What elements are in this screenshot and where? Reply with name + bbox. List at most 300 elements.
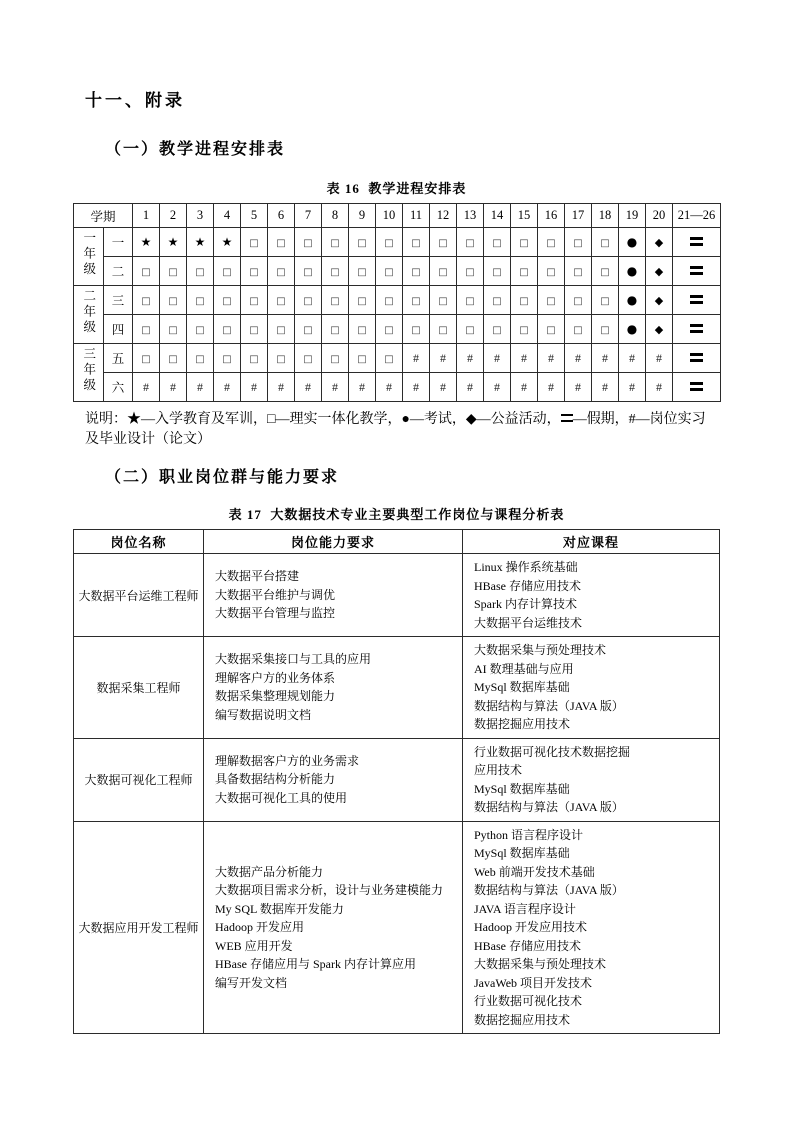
job-table-column-header: 岗位名称 <box>74 530 204 554</box>
schedule-cell <box>214 257 241 286</box>
ability-item: 具备数据结构分析能力 <box>215 772 336 787</box>
schedule-cell <box>430 315 457 344</box>
square-icon: □ <box>519 237 529 249</box>
week-column-header: 18 <box>592 204 619 228</box>
schedule-cell <box>430 344 457 373</box>
hash-icon: # <box>440 379 447 394</box>
schedule-cell <box>133 315 160 344</box>
holiday-bars-icon <box>690 353 703 362</box>
subsection1-title: （一）教学进程安排表 <box>105 141 286 158</box>
schedule-cell <box>295 286 322 315</box>
term-label-cell: 一 <box>104 228 133 257</box>
schedule-cell <box>538 257 565 286</box>
schedule-cell <box>403 257 430 286</box>
course-item: Web 前端开发技术基础 <box>474 864 595 879</box>
square-icon: □ <box>222 353 232 365</box>
schedule-cell <box>187 344 214 373</box>
square-icon: □ <box>303 237 313 249</box>
job-table-row <box>74 554 720 637</box>
schedule-cell <box>403 286 430 315</box>
square-icon: □ <box>141 353 151 365</box>
schedule-cell <box>295 257 322 286</box>
hash-icon: # <box>494 379 501 394</box>
star-icon: ★ <box>194 234 206 249</box>
square-icon: □ <box>357 295 367 307</box>
square-icon: □ <box>195 353 205 365</box>
square-icon: □ <box>276 353 286 365</box>
ability-item: 大数据平台管理与监控 <box>215 606 336 621</box>
schedule-cell <box>322 257 349 286</box>
square-icon: □ <box>141 266 151 278</box>
schedule-cell <box>592 373 619 402</box>
schedule-cell <box>187 257 214 286</box>
square-icon: □ <box>465 324 475 336</box>
schedule-cell <box>430 373 457 402</box>
square-icon: □ <box>465 266 475 278</box>
schedule-cell <box>403 344 430 373</box>
hash-icon: # <box>629 350 636 365</box>
schedule-cell <box>268 228 295 257</box>
schedule-cell <box>457 315 484 344</box>
position-name-cell: 数据采集工程师 <box>74 637 204 739</box>
hash-icon: # <box>359 379 366 394</box>
schedule-cell <box>322 344 349 373</box>
schedule-cell <box>295 373 322 402</box>
square-icon: □ <box>600 266 610 278</box>
schedule-cell <box>403 373 430 402</box>
schedule-cell <box>538 315 565 344</box>
week-column-header: 6 <box>268 204 295 228</box>
schedule-cell <box>403 228 430 257</box>
schedule-cell <box>511 286 538 315</box>
schedule-row <box>74 286 721 315</box>
week-column-header: 2 <box>160 204 187 228</box>
schedule-cell <box>538 228 565 257</box>
ability-item: HBase 存储应用与 Spark 内存计算应用 <box>215 957 416 971</box>
schedule-cell <box>376 315 403 344</box>
table17-caption: 表 17 大数据技术专业主要典型工作岗位与课程分析表 <box>228 507 565 522</box>
schedule-cell <box>295 344 322 373</box>
square-icon: □ <box>249 295 259 307</box>
schedule-cell <box>673 228 721 257</box>
course-cell <box>463 554 720 637</box>
week-column-header: 5 <box>241 204 268 228</box>
square-icon: □ <box>600 295 610 307</box>
hash-icon: # <box>143 379 150 394</box>
schedule-cell <box>133 257 160 286</box>
hash-icon: # <box>602 350 609 365</box>
schedule-cell <box>376 228 403 257</box>
schedule-cell <box>457 286 484 315</box>
schedule-cell <box>349 373 376 402</box>
schedule-cell <box>457 344 484 373</box>
week-column-header: 9 <box>349 204 376 228</box>
grade-label-cell <box>74 286 104 344</box>
week-column-header: 19 <box>619 204 646 228</box>
square-icon: □ <box>303 324 313 336</box>
schedule-cell <box>376 373 403 402</box>
square-icon: □ <box>195 324 205 336</box>
grade-label: 一年级 <box>81 231 96 278</box>
square-icon: □ <box>168 353 178 365</box>
holiday-bars-icon <box>690 295 703 304</box>
square-icon: □ <box>573 295 583 307</box>
course-item: 数据挖掘应用技术 <box>474 1012 571 1027</box>
ability-item: 理解客户方的业务体系 <box>215 670 336 685</box>
diamond-icon: ◆ <box>654 293 664 307</box>
week-column-header: 10 <box>376 204 403 228</box>
course-item: 数据结构与算法（JAVA 版） <box>474 883 624 897</box>
schedule-cell <box>214 286 241 315</box>
schedule-cell <box>592 315 619 344</box>
square-icon: □ <box>546 324 556 336</box>
schedule-cell <box>511 257 538 286</box>
term-label-cell: 六 <box>104 373 133 402</box>
star-icon: ★ <box>140 234 152 249</box>
schedule-cell <box>160 344 187 373</box>
course-item: 行业数据可视化技术数据挖掘 <box>474 744 631 759</box>
term-label-cell: 五 <box>104 344 133 373</box>
ability-item: Hadoop 开发应用 <box>215 920 304 934</box>
course-item: MySql 数据库基础 <box>474 846 570 860</box>
schedule-cell <box>160 257 187 286</box>
hash-icon: # <box>521 350 528 365</box>
schedule-cell <box>619 228 646 257</box>
square-icon: □ <box>411 237 421 249</box>
legend-note <box>85 410 719 449</box>
square-icon: □ <box>546 266 556 278</box>
schedule-cell <box>673 373 721 402</box>
hash-icon: # <box>170 379 177 394</box>
semester-corner-label: 学期 <box>74 204 133 228</box>
schedule-cell <box>538 373 565 402</box>
square-icon: □ <box>492 295 502 307</box>
ability-item: 大数据平台维护与调优 <box>215 587 336 602</box>
course-item: JavaWeb 项目开发技术 <box>474 975 593 990</box>
square-icon: □ <box>384 324 394 336</box>
square-icon: □ <box>411 295 421 307</box>
schedule-cell <box>376 286 403 315</box>
square-icon: □ <box>438 266 448 278</box>
schedule-cell <box>511 315 538 344</box>
dot-icon: ● <box>626 234 638 249</box>
course-item: 大数据采集与预处理技术 <box>474 957 607 971</box>
square-icon: □ <box>303 353 313 365</box>
square-icon: □ <box>519 295 529 307</box>
schedule-cell <box>322 286 349 315</box>
holiday-bars-icon <box>690 237 703 246</box>
dot-icon: ● <box>626 263 638 278</box>
week-column-header: 15 <box>511 204 538 228</box>
hash-icon: # <box>332 379 339 394</box>
course-item: 行业数据可视化技术 <box>474 994 583 1008</box>
schedule-cell <box>646 257 673 286</box>
schedule-cell <box>349 286 376 315</box>
ability-cell <box>204 738 463 821</box>
week-column-header: 4 <box>214 204 241 228</box>
week-column-header: 3 <box>187 204 214 228</box>
week-column-header: 11 <box>403 204 430 228</box>
schedule-cell <box>133 228 160 257</box>
grade-label-cell <box>74 228 104 286</box>
table16-caption: 表 16 教学进程安排表 <box>326 181 467 196</box>
square-icon: □ <box>276 266 286 278</box>
schedule-cell <box>268 257 295 286</box>
schedule-cell <box>565 344 592 373</box>
schedule-cell <box>295 315 322 344</box>
job-table-column-header: 对应课程 <box>463 530 720 554</box>
schedule-row <box>74 373 721 402</box>
schedule-row <box>74 344 721 373</box>
schedule-cell <box>592 286 619 315</box>
schedule-cell <box>214 228 241 257</box>
course-item: Python 语言程序设计 <box>474 827 584 842</box>
schedule-cell <box>268 286 295 315</box>
schedule-cell <box>376 257 403 286</box>
schedule-cell <box>457 257 484 286</box>
square-icon: □ <box>303 266 313 278</box>
hash-icon: # <box>656 379 663 394</box>
schedule-cell <box>430 286 457 315</box>
square-icon: □ <box>168 266 178 278</box>
grade-label: 三年级 <box>81 347 96 394</box>
schedule-cell <box>484 373 511 402</box>
square-icon: □ <box>519 324 529 336</box>
schedule-cell <box>646 228 673 257</box>
schedule-cell <box>673 286 721 315</box>
hash-icon: # <box>494 350 501 365</box>
schedule-cell <box>673 344 721 373</box>
job-table-header-row <box>74 530 720 554</box>
square-icon: □ <box>384 266 394 278</box>
schedule-cell <box>241 344 268 373</box>
square-icon: □ <box>411 324 421 336</box>
square-icon: □ <box>330 353 340 365</box>
hash-icon: # <box>413 379 420 394</box>
week-column-header: 8 <box>322 204 349 228</box>
week-column-header: 21—26 <box>673 204 721 228</box>
holiday-bars-icon <box>690 324 703 333</box>
hash-icon: # <box>197 379 204 394</box>
teaching-schedule-table <box>73 203 721 402</box>
square-icon: □ <box>303 295 313 307</box>
square-icon: □ <box>546 237 556 249</box>
ability-item: 大数据项目需求分析，设计与业务建模能力 <box>215 883 444 897</box>
ability-cell <box>204 637 463 739</box>
hash-icon: # <box>548 379 555 394</box>
schedule-cell <box>673 257 721 286</box>
schedule-cell <box>511 228 538 257</box>
week-column-header: 17 <box>565 204 592 228</box>
schedule-cell <box>673 315 721 344</box>
schedule-cell <box>187 286 214 315</box>
term-label-cell: 四 <box>104 315 133 344</box>
week-column-header: 12 <box>430 204 457 228</box>
course-item: 数据结构与算法（JAVA 版） <box>474 800 624 814</box>
schedule-cell <box>241 286 268 315</box>
course-item: HBase 存储应用技术 <box>474 938 581 953</box>
hash-icon: # <box>602 379 609 394</box>
course-item: Spark 内存计算技术 <box>474 597 577 611</box>
grade-label: 二年级 <box>81 289 96 336</box>
schedule-cell <box>349 344 376 373</box>
square-icon: □ <box>222 324 232 336</box>
schedule-cell <box>133 373 160 402</box>
schedule-cell <box>538 286 565 315</box>
schedule-cell <box>349 315 376 344</box>
square-icon: □ <box>249 237 259 249</box>
ability-cell <box>204 821 463 1034</box>
schedule-cell <box>565 373 592 402</box>
schedule-cell <box>538 344 565 373</box>
schedule-cell <box>592 257 619 286</box>
job-table-row <box>74 821 720 1034</box>
square-icon: □ <box>141 324 151 336</box>
holiday-bars-icon <box>690 382 703 391</box>
job-table-row <box>74 637 720 739</box>
schedule-cell <box>619 344 646 373</box>
schedule-cell <box>322 228 349 257</box>
schedule-cell <box>187 315 214 344</box>
week-column-header: 13 <box>457 204 484 228</box>
square-icon: □ <box>546 295 556 307</box>
diamond-icon: ◆ <box>654 322 664 336</box>
schedule-cell <box>322 373 349 402</box>
square-icon: □ <box>330 295 340 307</box>
ability-item: 大数据产品分析能力 <box>215 864 324 879</box>
square-icon: □ <box>492 324 502 336</box>
schedule-cell <box>646 286 673 315</box>
square-icon: □ <box>573 237 583 249</box>
ability-item: 大数据平台搭建 <box>215 569 300 584</box>
square-icon: □ <box>600 237 610 249</box>
course-cell <box>463 637 720 739</box>
schedule-cell <box>241 257 268 286</box>
schedule-cell <box>484 257 511 286</box>
ability-item: 编写数据说明文档 <box>215 707 312 722</box>
square-icon: □ <box>222 295 232 307</box>
schedule-cell <box>376 344 403 373</box>
week-column-header: 7 <box>295 204 322 228</box>
schedule-cell <box>160 373 187 402</box>
hash-icon: # <box>278 379 285 394</box>
square-icon: □ <box>249 353 259 365</box>
schedule-cell <box>646 373 673 402</box>
schedule-cell <box>646 315 673 344</box>
ability-item: 理解数据客户方的业务需求 <box>215 753 360 768</box>
schedule-cell <box>565 257 592 286</box>
schedule-cell <box>484 286 511 315</box>
hash-icon: # <box>467 379 474 394</box>
square-icon: □ <box>465 237 475 249</box>
square-icon: □ <box>222 266 232 278</box>
schedule-cell <box>403 315 430 344</box>
schedule-cell <box>565 286 592 315</box>
square-icon: □ <box>276 324 286 336</box>
hash-icon: # <box>413 350 420 365</box>
square-icon: □ <box>573 266 583 278</box>
schedule-cell <box>619 315 646 344</box>
schedule-cell <box>214 373 241 402</box>
course-item: 数据结构与算法（JAVA 版） <box>474 698 624 713</box>
schedule-cell <box>214 315 241 344</box>
schedule-cell <box>430 228 457 257</box>
dot-icon: ● <box>626 321 638 336</box>
ability-item: 大数据可视化工具的使用 <box>215 790 348 805</box>
schedule-row <box>74 315 721 344</box>
course-item: HBase 存储应用技术 <box>474 578 581 593</box>
hash-icon: # <box>548 350 555 365</box>
square-icon: □ <box>195 266 205 278</box>
term-label-cell: 三 <box>104 286 133 315</box>
course-cell <box>463 738 720 821</box>
ability-item: 大数据采集接口与工具的应用 <box>215 652 372 667</box>
square-icon: □ <box>249 266 259 278</box>
course-item: Hadoop 开发应用技术 <box>474 920 587 934</box>
course-cell <box>463 821 720 1034</box>
hash-icon: # <box>575 379 582 394</box>
schedule-cell <box>241 315 268 344</box>
grade-label-cell <box>74 344 104 402</box>
schedule-cell <box>241 373 268 402</box>
course-item: MySql 数据库基础 <box>474 781 570 796</box>
week-column-header: 14 <box>484 204 511 228</box>
course-item: Linux 操作系统基础 <box>474 560 578 574</box>
schedule-cell <box>457 373 484 402</box>
square-icon: □ <box>384 237 394 249</box>
section-title: 十一、附录 <box>85 91 185 110</box>
square-icon: □ <box>438 324 448 336</box>
schedule-cell <box>187 228 214 257</box>
ability-item: 数据采集整理规划能力 <box>215 689 336 704</box>
schedule-cell <box>214 344 241 373</box>
course-item: JAVA 语言程序设计 <box>474 901 576 916</box>
hash-icon: # <box>224 379 231 394</box>
square-icon: □ <box>357 237 367 249</box>
hash-icon: # <box>305 379 312 394</box>
schedule-cell <box>160 228 187 257</box>
schedule-cell <box>133 344 160 373</box>
square-icon: □ <box>465 295 475 307</box>
holiday-bars-icon <box>690 266 703 275</box>
schedule-cell <box>592 344 619 373</box>
schedule-cell <box>511 373 538 402</box>
square-icon: □ <box>519 266 529 278</box>
position-name-cell: 大数据可视化工程师 <box>74 738 204 821</box>
job-table-row <box>74 738 720 821</box>
course-item: 数据挖掘应用技术 <box>474 717 571 731</box>
square-icon: □ <box>357 266 367 278</box>
square-icon: □ <box>492 266 502 278</box>
schedule-cell <box>484 344 511 373</box>
schedule-cell <box>295 228 322 257</box>
schedule-cell <box>322 315 349 344</box>
schedule-cell <box>511 344 538 373</box>
square-icon: □ <box>249 324 259 336</box>
ability-item: WEB 应用开发 <box>215 938 293 953</box>
hash-icon: # <box>521 379 528 394</box>
schedule-cell <box>268 315 295 344</box>
schedule-header-row <box>74 204 721 228</box>
subsection2-title: （二）职业岗位群与能力要求 <box>105 469 340 486</box>
hash-icon: # <box>575 350 582 365</box>
schedule-cell <box>160 286 187 315</box>
square-icon: □ <box>195 295 205 307</box>
legend-note-text: —假期，#—岗位实习及毕业设计（论文） <box>85 412 706 447</box>
legend-note-prefix: 说明： <box>85 412 127 427</box>
schedule-cell <box>268 373 295 402</box>
square-icon: □ <box>330 266 340 278</box>
